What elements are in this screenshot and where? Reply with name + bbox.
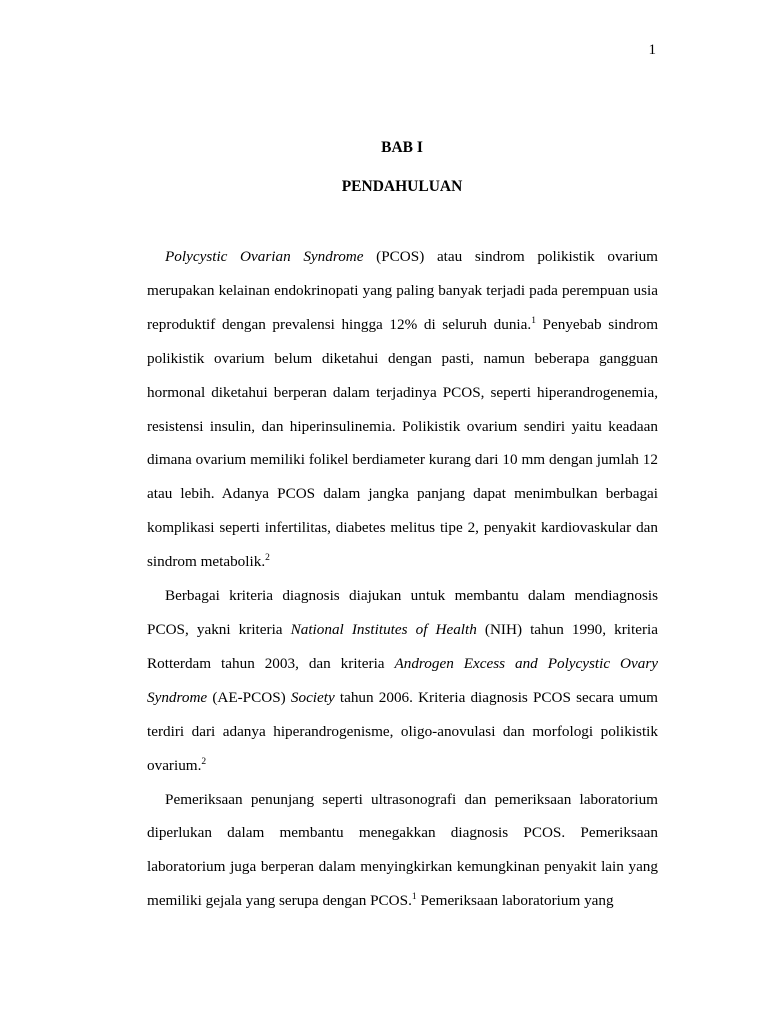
- chapter-number: BAB I: [381, 139, 423, 156]
- italic-term: Androgen Excess and Polycystic Ovary Syndrome: [147, 654, 658, 706]
- text-run: Pemeriksaan laboratorium yang: [416, 892, 614, 910]
- paragraph: [147, 579, 658, 782]
- citation-reference: 1: [531, 315, 536, 326]
- paragraph: [147, 240, 658, 579]
- citation-reference: 2: [265, 553, 270, 564]
- text-run: (PCOS) atau sindrom polikistik ovarium merupakan kelainan endokrinopati yang paling banyak terjadi pada perempuan usia reproduktif dengan prevalensi hingga 12% di seluruh dunia.: [147, 248, 658, 333]
- text-run: (NIH) tahun 1990, kriteria Rotterdam tahun 2003, dan kriteria: [147, 620, 658, 672]
- paragraph: [147, 783, 658, 919]
- page-number: 1: [648, 42, 656, 58]
- italic-term: Society: [290, 688, 335, 706]
- chapter-title: PENDAHULUAN: [341, 178, 463, 195]
- citation-reference: 2: [201, 756, 207, 767]
- text-run: Pemeriksaan penunjang seperti ultrasonografi dan pemeriksaan laboratorium diperlukan dalam membantu menegakkan diagnosis PCOS. Pemeriksaan laboratorium juga berperan dalam menyingkirkan kemungkinan penyakit lain yang memiliki gejala yang serupa dengan PCOS.: [147, 790, 658, 910]
- text-run: (AE-PCOS): [207, 688, 291, 706]
- text-run: tahun 2006. Kriteria diagnosis PCOS secara umum terdiri dari adanya hiperandrogenisme, oligo-anovulasi dan morfologi polikistik ovarium.: [147, 688, 658, 774]
- text-run: Berbagai kriteria diagnosis diajukan untuk membantu dalam mendiagnosis PCOS, yakni kriteria: [147, 587, 658, 638]
- body-text: [147, 240, 658, 918]
- text-run: Penyebab sindrom polikistik ovarium belum diketahui dengan pasti, namun beberapa gangguan hormonal diketahui berperan dalam terjadinya PCOS, seperti hiperandrogenemia, resistensi insulin, dan hiperinsulinemia. Polikistik ovarium sendiri yaitu keadaan dimana ovarium memiliki folikel berdiameter kurang dari 10 mm dengan jumlah 12 atau lebih. Adanya PCOS dalam jangka panjang dapat menimbulkan berbagai komplikasi seperti infertilitas, diabetes melitus tipe 2, penyakit kardiovaskular dan sindrom metabolik.: [147, 315, 659, 571]
- italic-term: Polycystic Ovarian Syndrome: [165, 248, 364, 265]
- citation-reference: 1: [411, 892, 417, 903]
- italic-term: National Institutes of Health: [290, 620, 477, 638]
